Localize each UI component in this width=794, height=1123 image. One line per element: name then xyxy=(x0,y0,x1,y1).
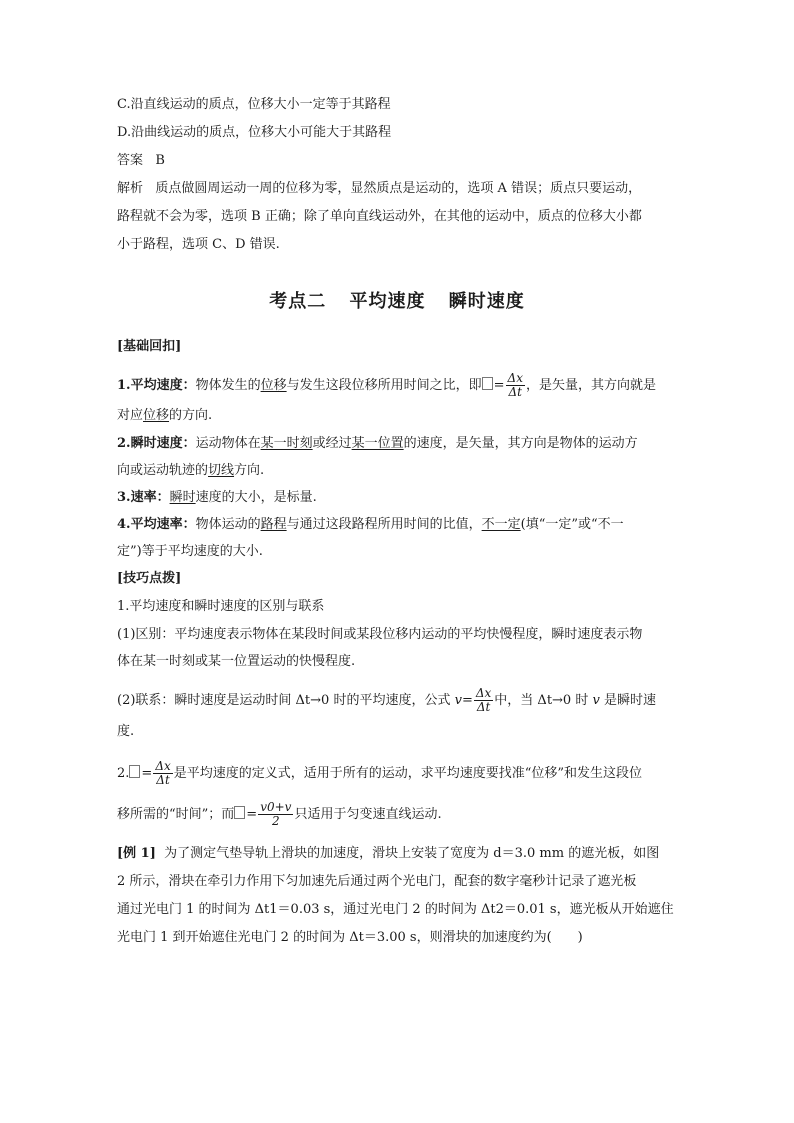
basics-p3-label: 3.速率： xyxy=(117,490,170,505)
fraction xyxy=(153,760,172,787)
answer-value: B xyxy=(155,153,165,168)
vbar-symbol-icon xyxy=(234,806,245,819)
basics-p2-label: 2.瞬时速度： xyxy=(117,436,196,451)
answer-label: 答案 xyxy=(117,153,144,168)
text-run: = xyxy=(461,693,473,708)
tips-heading: [技巧点拨] xyxy=(117,571,182,586)
text-run: (2)联系：瞬时速度是运动时间 Δt→0 时的平均速度，公式 xyxy=(117,693,455,708)
basics-p1-label: 1.平均速度： xyxy=(117,378,196,393)
tips-item-1b-line1 xyxy=(117,687,656,714)
basics-p1-line2 xyxy=(117,407,212,425)
underlined-answer: 路程 xyxy=(260,517,287,532)
denominator: Δt xyxy=(476,700,491,714)
underlined-answer: 瞬时 xyxy=(169,490,196,505)
analysis-line-3: 小于路程，选项 C、D 错误. xyxy=(117,237,280,252)
text-run: 向或运动轨迹的 xyxy=(117,463,209,478)
underlined-answer: 位移 xyxy=(143,408,170,423)
basics-p3 xyxy=(117,489,317,507)
basics-heading: [基础回扣] xyxy=(117,339,182,354)
section-title-1: 平均速度 xyxy=(349,291,426,312)
text-run: 运动物体在 xyxy=(195,436,261,451)
text-run: 或经过 xyxy=(312,436,352,451)
fraction xyxy=(474,687,493,714)
numerator: Δx xyxy=(507,371,523,385)
underlined-answer: 不一定 xyxy=(481,517,521,532)
underlined-answer: 切线 xyxy=(208,463,235,478)
text-run: 速度的大小，是标量. xyxy=(195,490,317,505)
text-run: ，是矢量，其方向就是 xyxy=(525,378,656,393)
text-run: 物体发生的 xyxy=(195,378,261,393)
text-run: 物体运动的 xyxy=(195,517,261,532)
vbar-symbol-icon xyxy=(129,765,140,778)
vbar-symbol-icon xyxy=(482,377,493,390)
tips-item-1: 1.平均速度和瞬时速度的区别与联系 xyxy=(117,599,325,614)
example-line-3: 通过光电门 1 的时间为 Δt1＝0.03 s，通过光电门 2 的时间为 Δt2＝0.01 s，遮光板从开始遮住 xyxy=(117,902,674,917)
denominator: Δt xyxy=(156,773,170,787)
basics-p4-label: 4.平均速率： xyxy=(117,517,196,532)
numerator: v0+v xyxy=(260,800,292,814)
example-line-2: 2 所示，滑块在牵引力作用下匀加速先后通过两个光电门，配套的数字毫秒计记录了遮光板 xyxy=(117,874,637,889)
basics-p2-line2 xyxy=(117,462,264,480)
var-v: v xyxy=(592,693,600,708)
example-line-4: 光电门 1 到开始遮住光电门 2 的时间为 Δt＝3.00 s，则滑块的加速度约为( ) xyxy=(117,930,583,945)
text-run: 的速度，是矢量，其方向是物体的运动方 xyxy=(403,436,638,451)
section-number: 考点二 xyxy=(269,291,327,312)
basics-p4-line2: 定”)等于平均速度的大小. xyxy=(117,544,263,559)
numerator: Δx xyxy=(155,759,171,773)
text-run: 为了测定气垫导轨上滑块的加速度，滑块上安装了宽度为 d＝3.0 mm 的遮光板，如图 xyxy=(164,846,660,861)
analysis-label: 解析 xyxy=(117,181,144,196)
option-d: D.沿曲线运动的质点，位移大小可能大于其路程 xyxy=(117,125,392,140)
text-run: 只适用于匀变速直线运动. xyxy=(294,807,442,822)
underlined-answer: 某一时刻 xyxy=(260,436,313,451)
text-run: 是平均速度的定义式，适用于所有的运动，求平均速度要找准“位移”和发生这段位 xyxy=(173,766,643,781)
tips-item-2-line2 xyxy=(117,801,442,828)
text-run: 与发生这段位移所用时间之比，即 xyxy=(286,378,482,393)
basics-p4-line1 xyxy=(117,516,624,534)
text-run: = xyxy=(493,378,505,393)
text-run: 移所需的“时间”；而 xyxy=(117,807,235,822)
text-run: 方向. xyxy=(234,463,265,478)
denominator: 2 xyxy=(272,814,280,828)
numerator: Δx xyxy=(475,686,492,700)
tips-item-1a-line2: 体在某一时刻或某一位置运动的快慢程度. xyxy=(117,654,356,669)
analysis-line-2: 路程就不会为零，选项 B 正确；除了单向直线运动外，在其他的运动中，质点的位移大小都 xyxy=(117,209,642,224)
answer-line xyxy=(117,152,165,170)
text-run: 对应 xyxy=(117,408,144,423)
text-run: = xyxy=(246,807,258,822)
text-run: 与通过这段路程所用时间的比值， xyxy=(286,517,482,532)
text-run: (填“一定”或“不一 xyxy=(520,517,624,532)
text-run: = xyxy=(141,766,153,781)
section-title-2: 瞬时速度 xyxy=(448,291,525,312)
var-v: v xyxy=(454,693,462,708)
example-label: [例 1] xyxy=(117,846,156,861)
tips-item-2-line1 xyxy=(117,760,642,787)
example-line-1 xyxy=(117,845,659,863)
basics-p2-line1 xyxy=(117,435,638,453)
text-run: 中，当 Δt→0 时 xyxy=(494,693,593,708)
underlined-answer: 位移 xyxy=(260,378,287,393)
fraction xyxy=(258,801,293,828)
fraction xyxy=(506,372,525,399)
option-c: C.沿直线运动的质点，位移大小一定等于其路程 xyxy=(117,97,391,112)
section-title xyxy=(0,287,794,313)
tips-item-1b-line2: 度. xyxy=(117,724,135,739)
text-run: 是瞬时速 xyxy=(599,693,656,708)
underlined-answer: 某一位置 xyxy=(351,436,404,451)
text-run: 2. xyxy=(117,766,130,781)
tips-item-1a-line1: (1)区别：平均速度表示物体在某段时间或某段位移内运动的平均快慢程度，瞬时速度表示物 xyxy=(117,627,643,642)
analysis-line-1 xyxy=(117,180,641,198)
basics-p1-line1 xyxy=(117,372,656,399)
analysis-text-1: 质点做圆周运动一周的位移为零，显然质点是运动的，选项 A 错误；质点只要运动， xyxy=(155,181,642,196)
text-run: 的方向. xyxy=(169,408,213,423)
denominator: Δt xyxy=(508,385,522,399)
